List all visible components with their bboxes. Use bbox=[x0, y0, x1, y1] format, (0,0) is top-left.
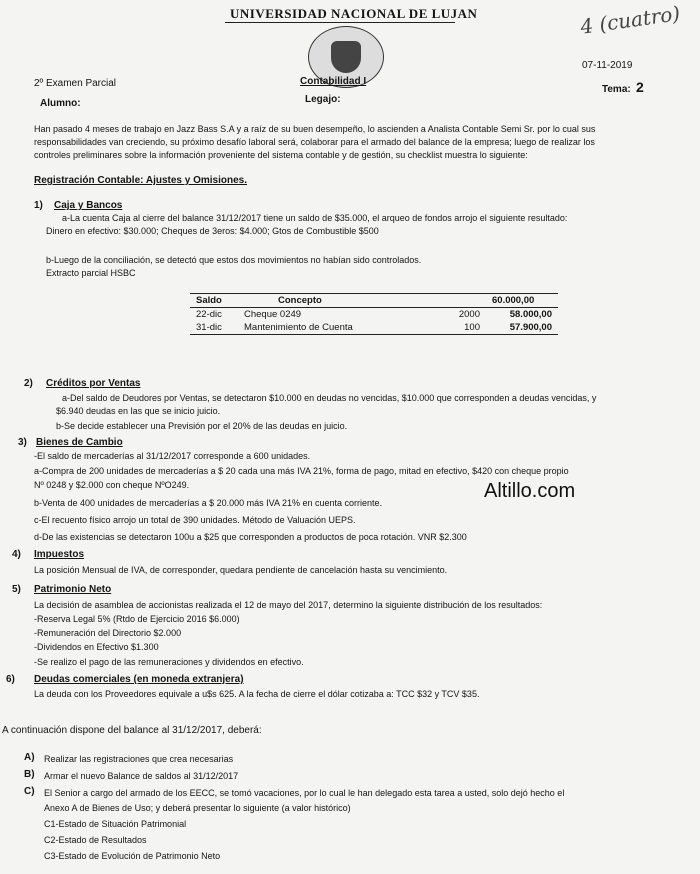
item-number-1: 1) bbox=[34, 200, 43, 211]
header-balance: 60.000,00 bbox=[486, 294, 558, 308]
creditos-a2: $6.940 deudas en las que se inicio juicio. bbox=[56, 406, 221, 416]
table-row bbox=[190, 321, 558, 335]
closing-c4: C2-Estado de Resultados bbox=[44, 835, 147, 845]
intro-line-2: responsabilidades van creciendo, su próximo desafío laboral será, colaborar para el armado del balance de la empresa; luego de realizar los bbox=[34, 137, 595, 147]
bienes-l4: b-Venta de 400 unidades de mercaderías a $ 20.000 más IVA 21% en cuenta corriente. bbox=[34, 498, 383, 508]
patrimonio-title: Patrimonio Neto bbox=[34, 584, 112, 595]
intro-line-3: controles preliminares sobre la información proveniente del sistema contable y de gestión, su checklist muestra lo siguiente: bbox=[34, 150, 528, 160]
patrimonio-l1: La decisión de asamblea de accionistas realizada el 12 de mayo del 2017, determino la siguiente distribución de los resultados: bbox=[34, 600, 543, 610]
tema-label: Tema: bbox=[602, 84, 631, 95]
impuestos-l1: La posición Mensual de IVA, de corresponder, quedara pendiente de cancelación hasta su vencimiento. bbox=[34, 565, 448, 575]
caja-b: b-Luego de la conciliación, se detectó que estos dos movimientos no habían sido controlados. bbox=[46, 255, 422, 265]
table-row bbox=[190, 308, 558, 322]
bienes-l3: Nº 0248 y $2.000 con cheque NºO249. bbox=[34, 480, 190, 490]
impuestos-title: Impuestos bbox=[34, 549, 85, 560]
item-number-2: 2) bbox=[24, 378, 33, 389]
item-number-5: 5) bbox=[12, 584, 21, 595]
row2-amount: 100 bbox=[464, 322, 480, 333]
deudas-title: Deudas comerciales (en moneda extranjera) bbox=[34, 674, 244, 685]
university-title: UNIVERSIDAD NACIONAL DE LUJAN bbox=[230, 6, 478, 21]
closing-c-label: C) bbox=[24, 786, 35, 797]
closing-b: Armar el nuevo Balance de saldos al 31/12/2017 bbox=[44, 771, 239, 781]
item-number-6: 6) bbox=[6, 674, 15, 685]
legajo-label: Legajo: bbox=[305, 94, 341, 105]
closing-c5: C3-Estado de Evolución de Patrimonio Neto bbox=[44, 851, 221, 861]
tema-value: 2 bbox=[636, 79, 644, 95]
title-underline bbox=[225, 22, 455, 23]
bienes-l2: a-Compra de 200 unidades de mercaderías a $ 20 cada una más IVA 21%, forma de pago, mitad en efectivo, $420 con cheque propio bbox=[34, 466, 569, 476]
header-saldo: Saldo bbox=[190, 294, 238, 308]
caja-title: Caja y Bancos bbox=[54, 200, 123, 211]
creditos-a: a-Del saldo de Deudores por Ventas, se detectaron $10.000 en deudas no vencidas, $10.000 que corresponden a deudas vencidas, y bbox=[62, 393, 597, 403]
row2-balance: 57.900,00 bbox=[509, 322, 552, 333]
closing-c3: C1-Estado de Situación Patrimonial bbox=[44, 819, 187, 829]
item-number-3: 3) bbox=[18, 437, 27, 448]
table-header-row bbox=[190, 294, 558, 308]
hsbc-statement-table bbox=[190, 293, 558, 335]
closing-c2: Anexo A de Bienes de Uso; y deberá presentar lo siguiente (a valor histórico) bbox=[44, 803, 351, 813]
bienes-l6: d-De las existencias se detectaron 100u a $25 que corresponden a productos de poca rotación. VNR $2.300 bbox=[34, 532, 467, 542]
closing-a-label: A) bbox=[24, 752, 35, 763]
closing-b-label: B) bbox=[24, 769, 35, 780]
bienes-title: Bienes de Cambio bbox=[36, 437, 123, 448]
intro-line-1: Han pasado 4 meses de trabajo en Jazz Bass S.A y a raíz de su buen desempeño, lo ascienden a Analista Contable Semi Sr. por lo cual sus bbox=[34, 124, 596, 134]
row1-balance: 58.000,00 bbox=[509, 309, 552, 320]
patrimonio-l3: -Remuneración del Directorio $2.000 bbox=[34, 628, 182, 638]
handwritten-grade: 4 (cuatro) bbox=[578, 1, 682, 39]
row1-concept: Cheque 0249 bbox=[244, 309, 302, 320]
row1-date: 22-dic bbox=[196, 309, 222, 320]
bienes-l5: c-El recuento físico arrojo un total de 390 unidades. Método de Valuación UEPS. bbox=[34, 515, 356, 525]
bienes-l1: -El saldo de mercaderías al 31/12/2017 corresponde a 600 unidades. bbox=[34, 451, 311, 461]
creditos-title: Créditos por Ventas bbox=[46, 378, 141, 389]
deudas-l1: La deuda con los Proveedores equivale a u$s 625. A la fecha de cierre el dólar cotizaba a: TCC $32 y TCV $35. bbox=[34, 689, 480, 699]
exam-date: 07-11-2019 bbox=[582, 60, 633, 71]
row2-concept: Mantenimiento de Cuenta bbox=[244, 322, 353, 333]
exam-name: 2º Examen Parcial bbox=[34, 78, 117, 89]
row1-amount: 2000 bbox=[458, 309, 480, 320]
seal-shield bbox=[331, 41, 361, 73]
row2-date: 31-dic bbox=[196, 322, 222, 333]
caja-b2: Extracto parcial HSBC bbox=[46, 268, 136, 278]
item-number-4: 4) bbox=[12, 549, 21, 560]
patrimonio-l5: -Se realizo el pago de las remuneraciones y dividendos en efectivo. bbox=[34, 657, 304, 667]
header-concepto: Concepto bbox=[238, 294, 434, 308]
caja-a: a-La cuenta Caja al cierre del balance 31/12/2017 tiene un saldo de $35.000, el arqueo de fondos arrojo el siguiente resultado: bbox=[62, 213, 568, 223]
patrimonio-l4: -Dividendos en Efectivo $1.300 bbox=[34, 642, 159, 652]
section-title: Registración Contable: Ajustes y Omisiones. bbox=[34, 175, 248, 186]
patrimonio-l2: -Reserva Legal 5% (Rtdo de Ejercicio 2016 $6.000) bbox=[34, 614, 240, 624]
student-label: Alumno: bbox=[40, 98, 81, 109]
subject: Contabilidad I bbox=[300, 76, 367, 87]
watermark: Altillo.com bbox=[484, 480, 576, 502]
closing-a: Realizar las registraciones que crea necesarias bbox=[44, 754, 234, 764]
closing-intro: A continuación dispone del balance al 31/12/2017, deberá: bbox=[2, 725, 262, 736]
creditos-b: b-Se decide establecer una Previsión por el 20% de las deudas en juicio. bbox=[56, 421, 348, 431]
closing-c: El Senior a cargo del armado de los EECC, se tomó vacaciones, por lo cual le han delegado esta tarea a usted, solo dejó hecho el bbox=[44, 788, 565, 798]
header-amount bbox=[434, 294, 486, 308]
caja-a2: Dinero en efectivo: $30.000; Cheques de 3eros: $4.000; Gtos de Combustible $500 bbox=[46, 226, 379, 236]
